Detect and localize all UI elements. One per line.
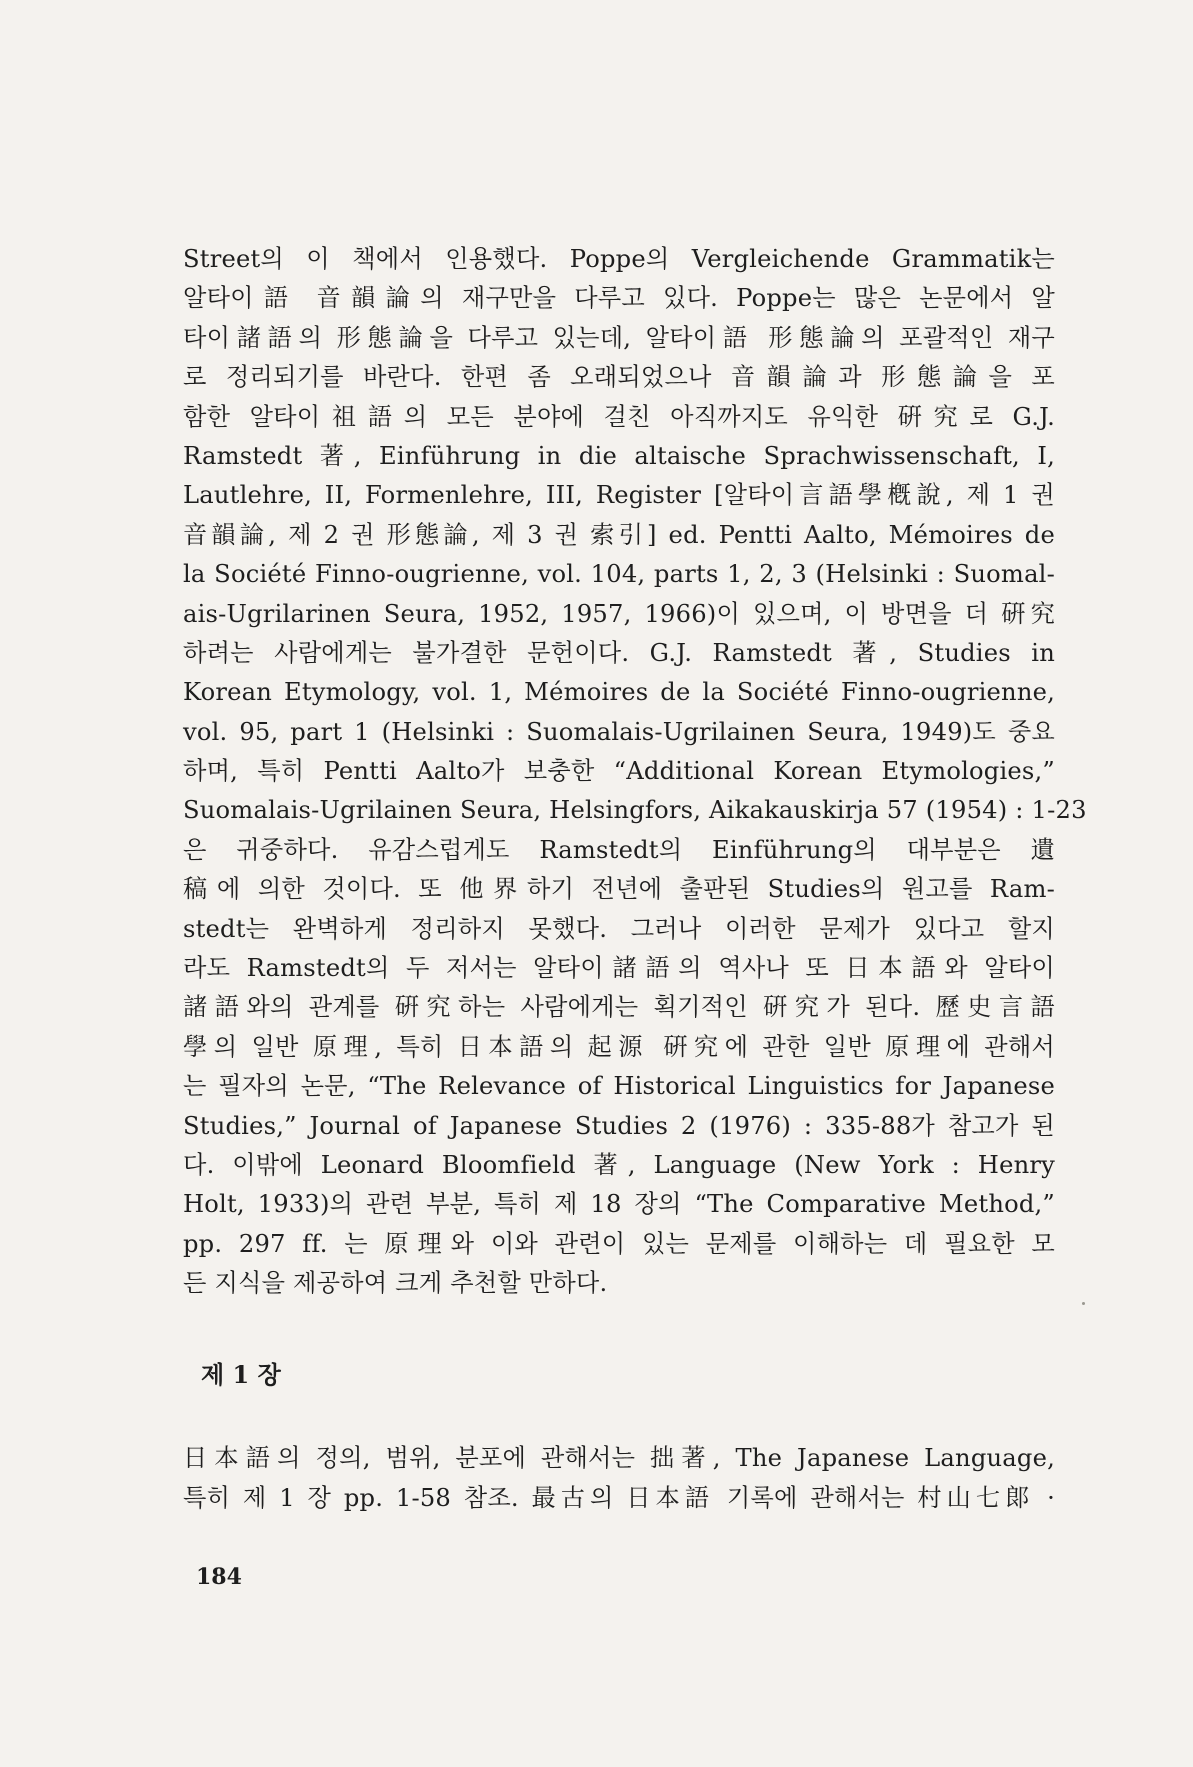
text-line: 알타이語 音韻論의 재구만을 다루고 있다. Poppe는 많은 논문에서 알 [183, 284, 1055, 313]
text-line: Suomalais-Ugrilainen Seura, Helsingfors, Aikakauskirja 57 (1954) : 1-23 [183, 796, 1087, 825]
text-line: 타이諸語의 形態論을 다루고 있는데, 알타이語 形態論의 포괄적인 재구 [183, 323, 1055, 352]
text-line: 諸語와의 관계를 硏究하는 사람에게는 획기적인 硏究가 된다. 歷史言語 [183, 993, 1055, 1022]
text-line: 특히 제 1 장 pp. 1-58 참조. 最古의 日本語 기록에 관해서는 村山七郞 · [183, 1484, 1055, 1512]
text-line: 로 정리되기를 바란다. 한편 좀 오래되었으나 音韻論과 形態論을 포 [183, 363, 1055, 392]
text-line: 함한 알타이祖語의 모든 분야에 걸친 아직까지도 유익한 硏究로 G.J. [183, 402, 1055, 431]
text-line: 하며, 특히 Pentti Aalto가 보충한 “Additional Korean Etymologies,” [183, 757, 1055, 786]
text-line: 라도 Ramstedt의 두 저서는 알타이諸語의 역사나 또 日本語와 알타이 [183, 954, 1055, 983]
text-line: ais-Ugrilarinen Seura, 1952, 1957, 1966)이 있으며, 이 방면을 더 硏究 [183, 599, 1055, 628]
text-line: Korean Etymology, vol. 1, Mémoires de la Société Finno-ougrienne, [183, 678, 1055, 707]
text-line: pp. 297 ff. 는 原理와 이와 관련이 있는 문제를 이해하는 데 필요한 모 [183, 1229, 1055, 1258]
text-line: 든 지식을 제공하여 크게 추천할 만하다. [183, 1269, 608, 1298]
text-line: Ramstedt 著, Einführung in die altaische Sprachwissenschaft, I, [183, 441, 1055, 470]
text-line: Street의 이 책에서 인용했다. Poppe의 Vergleichende Grammatik는 [183, 245, 1055, 273]
text-line: vol. 95, part 1 (Helsinki : Suomalais-Ugrilainen Seura, 1949)도 중요 [183, 717, 1055, 746]
print-speck [1082, 1302, 1085, 1305]
bibliographic-note-paragraph [183, 240, 1087, 1304]
text-line: 日本語의 정의, 범위, 분포에 관해서는 拙著, The Japanese Language, [183, 1444, 1055, 1472]
text-line: 은 귀중하다. 유감스럽게도 Ramstedt의 Einführung의 대부분은 遺 [183, 835, 1055, 864]
text-line: 는 필자의 논문, “The Relevance of Historical Linguistics for Japanese [183, 1072, 1055, 1101]
text-line: stedt는 완벽하게 정리하지 못했다. 그러나 이러한 문제가 있다고 할지 [183, 914, 1055, 943]
page-number: 184 [196, 1564, 242, 1590]
text-line: 하려는 사람에게는 불가결한 문헌이다. G.J. Ramstedt 著, Studies in [183, 638, 1055, 667]
text-line: Studies,” Journal of Japanese Studies 2 (1976) : 335-88가 참고가 된 [183, 1111, 1055, 1140]
text-line: la Société Finno-ougrienne, vol. 104, parts 1, 2, 3 (Helsinki : Suomal- [183, 560, 1055, 589]
text-line: 音韻論, 제 2 권 形態論, 제 3 권 索引] ed. Pentti Aalto, Mémoires de [183, 520, 1055, 549]
text-line: Holt, 1933)의 관련 부분, 특히 제 18 장의 “The Comparative Method,” [183, 1190, 1055, 1219]
text-line: Lautlehre, II, Formenlehre, III, Register [알타이言語學槪說, 제 1 권 [183, 481, 1055, 510]
text-line: 다. 이밖에 Leonard Bloomfield 著, Language (New York : Henry [183, 1150, 1055, 1179]
text-line: 稿에 의한 것이다. 또 他界하기 전년에 출판된 Studies의 원고를 Ram- [183, 875, 1055, 904]
chapter-heading: 제 1 장 [201, 1360, 281, 1389]
text-line: 學의 일반 原理, 특히 日本語의 起源 硏究에 관한 일반 原理에 관해서 [183, 1032, 1055, 1061]
chapter-note-paragraph [183, 1438, 1055, 1518]
